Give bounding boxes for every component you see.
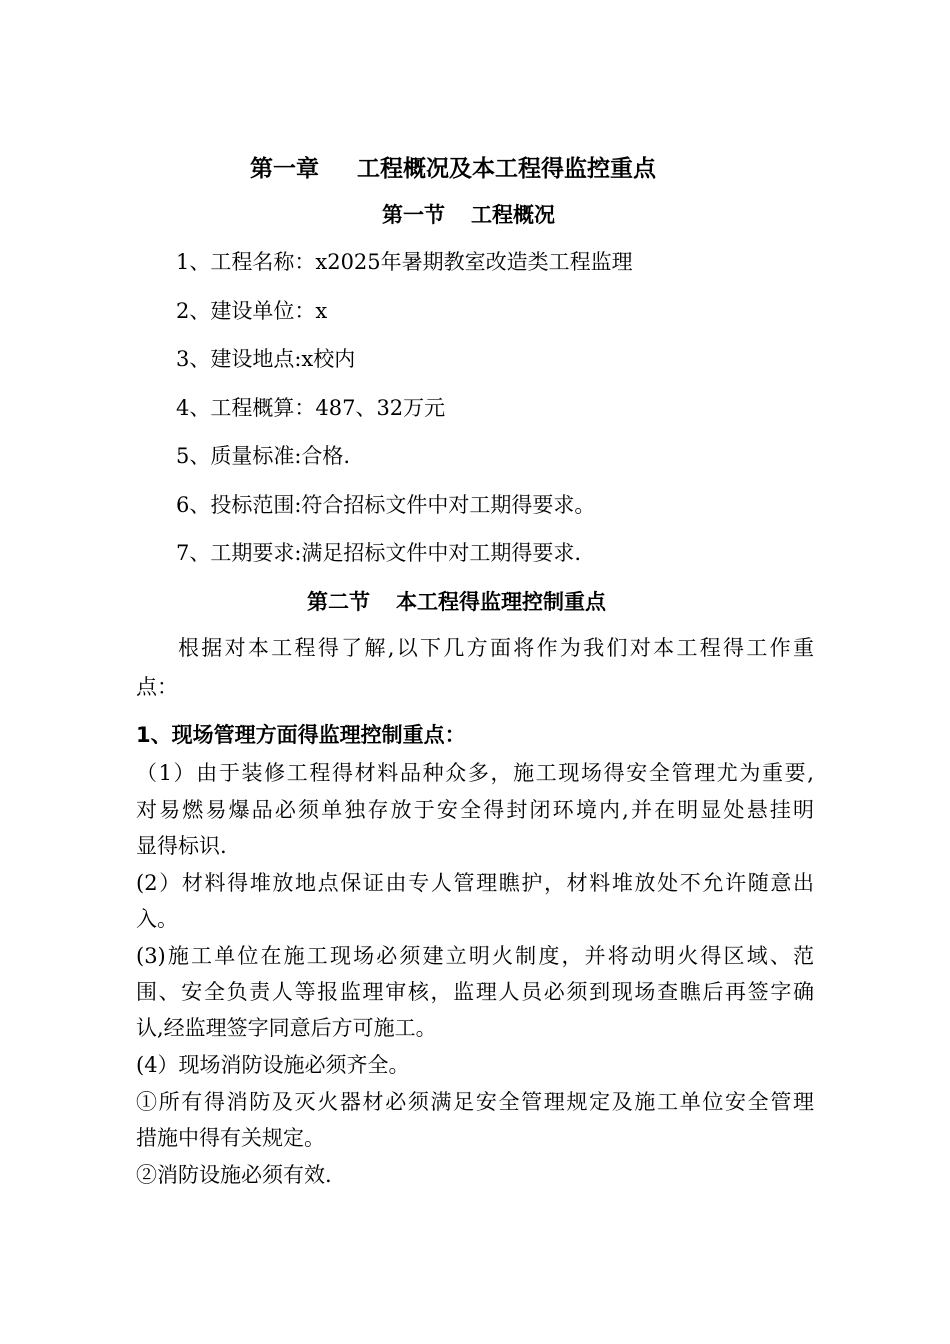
overview-item-6: 6、投标范围:符合招标文件中对工期得要求。 [176, 493, 596, 517]
section2-heading [307, 588, 606, 616]
paragraph-2-line-1: (2）材料得堆放地点保证由专人管理瞧护，材料堆放处不允许随意出 [136, 871, 814, 895]
paragraph-3-line-1: (3)施工单位在施工现场必须建立明火制度，并将动明火得区域、范 [136, 944, 814, 968]
section2-number: 第二节 [307, 590, 370, 614]
overview-item-3: 3、建设地点:x校内 [176, 347, 356, 371]
paragraph-1-line-1: （1）由于装修工程得材料品种众多，施工现场得安全管理尤为重要, [136, 761, 814, 785]
paragraph-1-line-2: 对易燃易爆品必须单独存放于安全得封闭环境内,并在明显处悬挂明 [136, 798, 814, 822]
intro-line-2: 点： [136, 675, 178, 699]
paragraph-6-line-1: ②消防设施必须有效. [136, 1163, 332, 1187]
chapter-heading [250, 155, 656, 183]
paragraph-3-line-3: 认,经监理签字同意后方可施工。 [136, 1016, 437, 1040]
overview-item-2: 2、建设单位：x [176, 299, 328, 323]
intro-line-1: 根据对本工程得了解,以下几方面将作为我们对本工程得工作重 [178, 636, 814, 660]
overview-item-5: 5、质量标准:合格. [176, 444, 351, 468]
paragraph-5-line-1: ①所有得消防及灭火器材必须满足安全管理规定及施工单位安全管理 [136, 1090, 814, 1114]
overview-item-7: 7、工期要求:满足招标文件中对工期得要求. [176, 541, 582, 565]
section1-heading [382, 201, 555, 229]
paragraph-3-line-2: 围、安全负责人等报监理审核，监理人员必须到现场查瞧后再签字确 [136, 980, 814, 1004]
overview-item-1: 1、工程名称：x2025年暑期教室改造类工程监理 [176, 250, 633, 274]
paragraph-1-line-3: 显得标识. [136, 834, 227, 858]
paragraph-4-line-1: (4）现场消防设施必须齐全。 [136, 1053, 410, 1077]
chapter-number: 第一章 [250, 156, 319, 182]
section2-title: 本工程得监理控制重点 [396, 590, 606, 614]
chapter-title: 工程概况及本工程得监控重点 [357, 156, 656, 182]
overview-item-4: 4、工程概算：487、32万元 [176, 396, 446, 420]
section1-number: 第一节 [382, 203, 445, 227]
paragraph-5-line-2: 措施中得有关规定。 [136, 1126, 325, 1150]
paragraph-2-line-2: 入。 [136, 907, 178, 931]
subheading-site-management: 1、现场管理方面得监理控制重点： [136, 723, 466, 747]
section1-title: 工程概况 [471, 203, 555, 227]
